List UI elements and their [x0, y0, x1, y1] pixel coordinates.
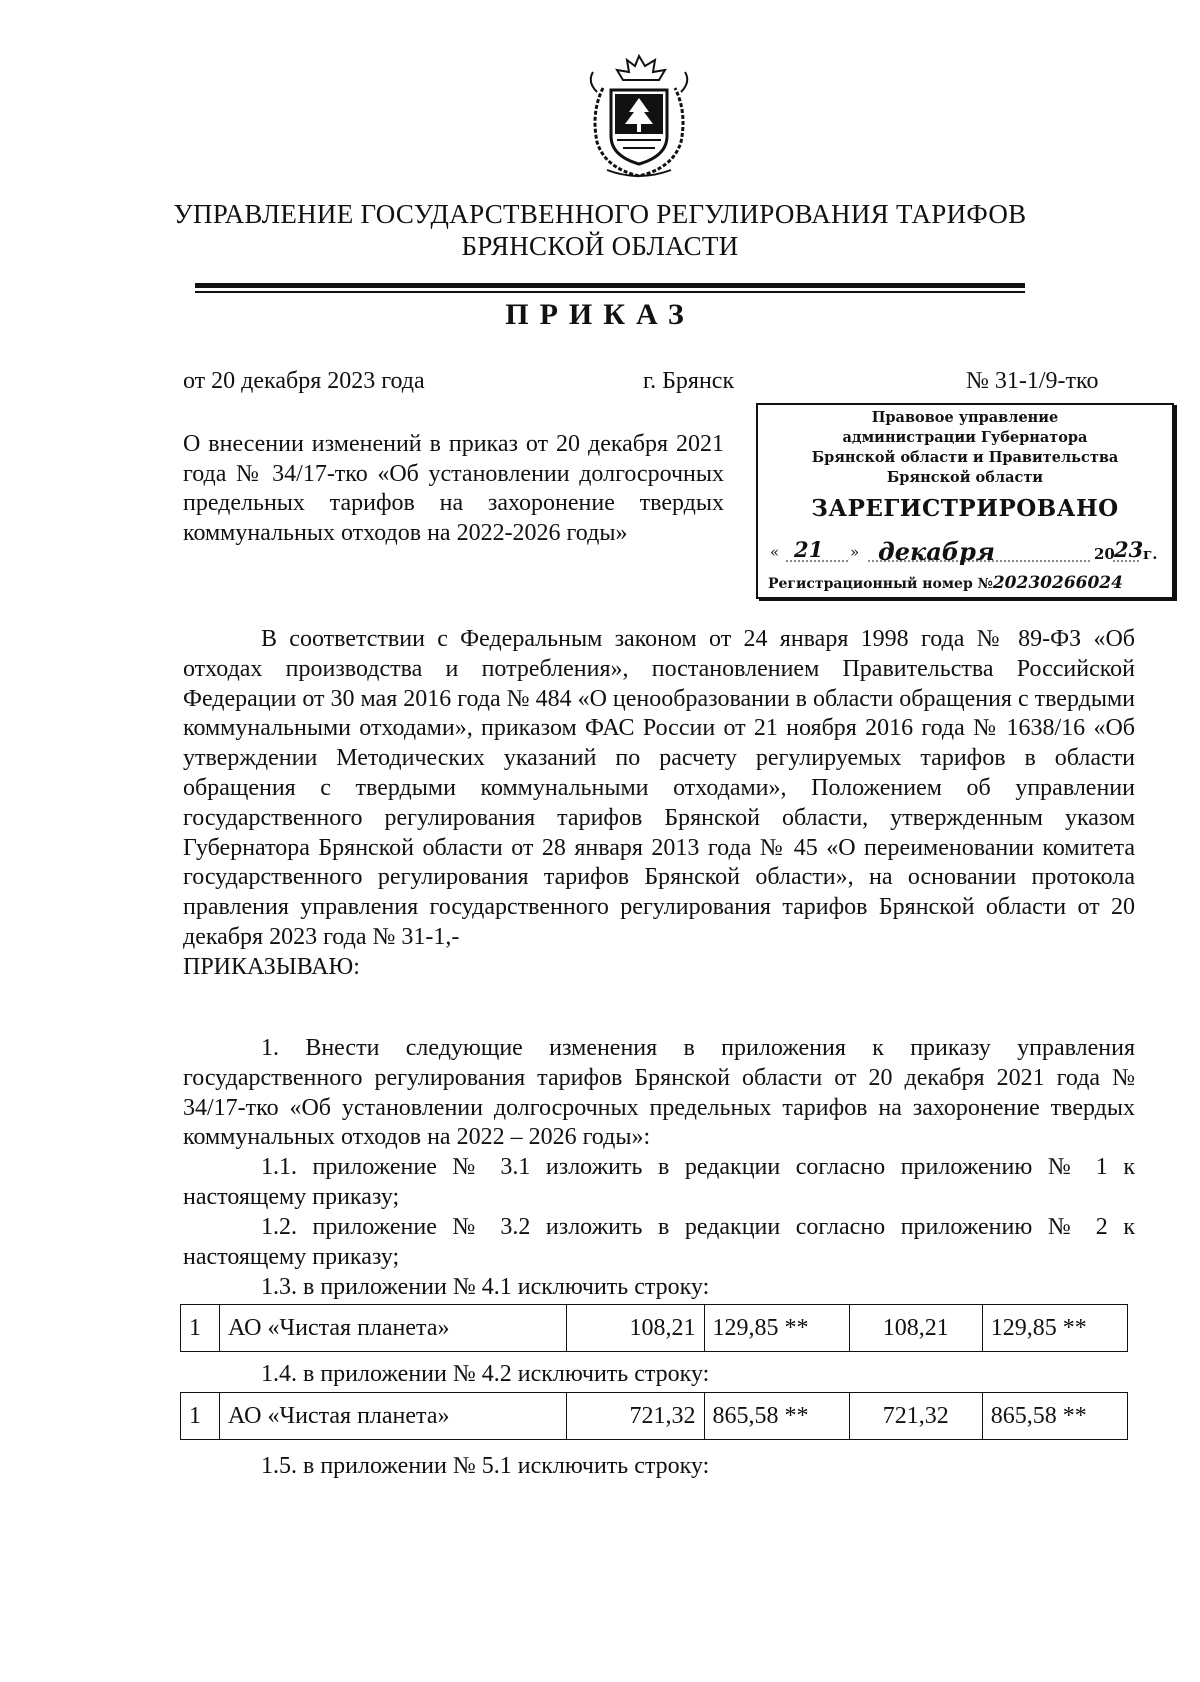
stamp-date	[758, 537, 1172, 567]
table-appendix-4-2	[180, 1392, 1128, 1440]
table-cell-organization: АО «Чистая планета»	[220, 1393, 567, 1440]
document-number: № 31-1/9-тко	[966, 368, 1099, 394]
table-row	[181, 1393, 1128, 1440]
table-cell-value-3: 721,32	[849, 1393, 982, 1440]
document-body	[183, 625, 1135, 983]
stamp-line-1: Правовое управление	[871, 409, 1059, 426]
stamp-day: 21	[794, 537, 824, 562]
stamp-month: декабря	[878, 537, 995, 566]
stamp-date-underline	[758, 559, 1172, 565]
header-divider-thin	[195, 291, 1025, 293]
stamp-year-unit: г.	[1143, 545, 1158, 563]
registration-stamp	[756, 403, 1174, 599]
item-1-4: 1.4. в приложении № 4.2 исключить строку:	[261, 1361, 710, 1387]
table-cell-index: 1	[181, 1393, 220, 1440]
header-divider-thick	[195, 283, 1025, 288]
table-cell-value-1: 108,21	[567, 1305, 704, 1352]
table-cell-value-4: 865,58 **	[982, 1393, 1127, 1440]
document-subject-text: О внесении изменений в приказ от 20 декабря 2021 года № 34/17-тко «Об установлении долгосрочных предельных тарифов на захоронение твердых коммунальных отходов на 2022-2026 годы»	[183, 431, 724, 546]
preamble-paragraph: В соответствии с Федеральным законом от 24 января 1998 года № 89-ФЗ «Об отходах производства и потребления», постановлением Правительства Российской Федерации от 30 мая 2016 года № 484 «О ценообразовании в области обращения с твердыми коммунальными отходами», приказом ФАС России от 21 ноября 2016 года № 1638/16 «Об утверждении Методических указаний по расчету регулируемых тарифов в области обращения с твердыми коммунальными отходами», Положением об управлении государственного регулирования тарифов Брянской области, утвержденным указом Губернатора Брянской области от 28 января 2013 года № 45 «О переименовании комитета государственного регулирования тарифов Брянской области», на основании протокола правления управления государственного регулирования тарифов Брянской области от 20 декабря 2023 года № 31-1,-	[183, 626, 1135, 950]
document-subject	[183, 430, 724, 548]
stamp-registered-label: ЗАРЕГИСТРИРОВАНО	[811, 495, 1119, 522]
item-1-2: 1.2. приложение № 3.2 изложить в редакции согласно приложению № 2 к настоящему приказу;	[183, 1213, 1135, 1270]
coat-of-arms-emblem	[583, 52, 695, 180]
document-city: г. Брянск	[643, 368, 735, 394]
order-word: ПРИКАЗЫВАЮ:	[183, 953, 360, 980]
order-items	[183, 1034, 1135, 1272]
table-cell-value-4: 129,85 **	[982, 1305, 1127, 1352]
document-type-title: ПРИКАЗ	[505, 298, 695, 331]
table-cell-value-2: 865,58 **	[704, 1393, 849, 1440]
stamp-quote-open: «	[770, 543, 780, 561]
item-1-3-block	[183, 1273, 1135, 1303]
item-1-5: 1.5. в приложении № 5.1 исключить строку:	[261, 1453, 710, 1479]
item-1-4-block	[183, 1360, 1135, 1390]
stamp-quote-close: »	[850, 543, 860, 561]
table-cell-value-3: 108,21	[849, 1305, 982, 1352]
stamp-regnum-label: Регистрационный номер №	[768, 576, 993, 592]
document-date: от 20 декабря 2023 года	[183, 368, 425, 394]
item-1: 1. Внести следующие изменения в приложения к приказу управления государственного регулирования тарифов Брянской области от 20 декабря 2021 года № 34/17-тко «Об установлении долгосрочных предельных тарифов на захоронение твердых коммунальных отходов на 2022 – 2026 годы»:	[183, 1035, 1135, 1151]
stamp-regnum-value: 20230266024	[992, 573, 1123, 593]
stamp-year-suffix: 23	[1114, 537, 1144, 562]
item-1-3: 1.3. в приложении № 4.1 исключить строку:	[261, 1274, 710, 1300]
table-appendix-4-1	[180, 1304, 1128, 1352]
stamp-line-3: Брянской области и Правительства	[811, 449, 1119, 466]
table-cell-index: 1	[181, 1305, 220, 1352]
table-cell-value-1: 721,32	[567, 1393, 704, 1440]
item-1-1: 1.1. приложение № 3.1 изложить в редакции согласно приложению № 1 к настоящему приказу;	[183, 1154, 1135, 1210]
stamp-registration-number	[768, 573, 1123, 593]
table-cell-organization: АО «Чистая планета»	[220, 1305, 567, 1352]
stamp-year-prefix: 20	[1094, 545, 1115, 563]
organization-name-line1: УПРАВЛЕНИЕ ГОСУДАРСТВЕННОГО РЕГУЛИРОВАНИЯ ТАРИФОВ	[173, 199, 1027, 229]
stamp-line-4: Брянской области	[886, 469, 1044, 486]
organization-name	[100, 198, 1100, 262]
table-row	[181, 1305, 1128, 1352]
table-cell-value-2: 129,85 **	[704, 1305, 849, 1352]
stamp-line-2: администрации Губернатора	[842, 429, 1088, 446]
organization-name-line2: БРЯНСКОЙ ОБЛАСТИ	[461, 231, 739, 261]
item-1-5-block	[183, 1452, 1135, 1482]
